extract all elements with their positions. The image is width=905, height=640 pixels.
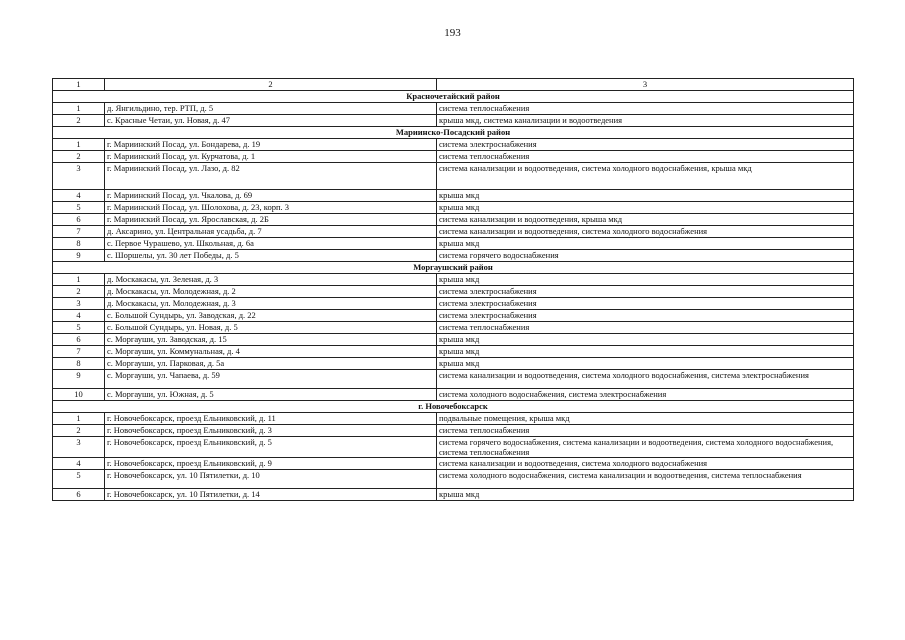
row-works: система электроснабжения (437, 139, 854, 151)
row-works: система канализации и водоотведения, система холодного водоснабжения, система электроснабжения (437, 370, 854, 389)
row-number: 8 (53, 238, 105, 250)
row-works: система теплоснабжения (437, 425, 854, 437)
table-row (53, 151, 854, 163)
housing-works-table (52, 78, 854, 501)
row-address: с. Моргауши, ул. Заводская, д. 15 (105, 334, 437, 346)
row-address: г. Мариинский Посад, ул. Шолохова, д. 23, корп. 3 (105, 202, 437, 214)
table-row (53, 458, 854, 470)
row-number: 8 (53, 358, 105, 370)
header-col-number: 1 (53, 79, 105, 91)
table-row (53, 489, 854, 501)
row-number: 4 (53, 190, 105, 202)
row-works: система теплоснабжения (437, 322, 854, 334)
row-number: 4 (53, 458, 105, 470)
table-row (53, 310, 854, 322)
row-number: 2 (53, 151, 105, 163)
row-address: г. Мариинский Посад, ул. Чкалова, д. 69 (105, 190, 437, 202)
region-heading-row (53, 127, 854, 139)
row-address: с. Большой Сундырь, ул. Заводская, д. 22 (105, 310, 437, 322)
region-title: г. Новочебоксарск (53, 401, 854, 413)
table-row (53, 298, 854, 310)
row-address: г. Мариинский Посад, ул. Лазо, д. 82 (105, 163, 437, 190)
row-number: 7 (53, 226, 105, 238)
row-works: система канализации и водоотведения, крыша мкд (437, 214, 854, 226)
row-number: 1 (53, 274, 105, 286)
row-address: с. Красные Четаи, ул. Новая, д. 47 (105, 115, 437, 127)
row-address: с. Моргауши, ул. Южная, д. 5 (105, 389, 437, 401)
table-row (53, 413, 854, 425)
page-number: 193 (444, 27, 461, 39)
table-row (53, 346, 854, 358)
table-row (53, 274, 854, 286)
row-works: система канализации и водоотведения, система холодного водоснабжения (437, 226, 854, 238)
table-row (53, 370, 854, 389)
table-row (53, 470, 854, 489)
row-address: г. Мариинский Посад, ул. Курчатова, д. 1 (105, 151, 437, 163)
row-works: крыша мкд (437, 346, 854, 358)
row-works: крыша мкд (437, 202, 854, 214)
table-row (53, 238, 854, 250)
row-works: система электроснабжения (437, 298, 854, 310)
region-heading-row (53, 262, 854, 274)
row-works: крыша мкд (437, 489, 854, 501)
row-works: система канализации и водоотведения, система холодного водоснабжения, крыша мкд (437, 163, 854, 190)
table-row (53, 358, 854, 370)
table-row (53, 226, 854, 238)
row-address: д. Москакасы, ул. Зеленая, д. 3 (105, 274, 437, 286)
row-works: крыша мкд, система канализации и водоотведения (437, 115, 854, 127)
row-number: 5 (53, 470, 105, 489)
row-number: 10 (53, 389, 105, 401)
header-col-works: 3 (437, 79, 854, 91)
row-address: д. Янгильдино, тер. РТП, д. 5 (105, 103, 437, 115)
table-row (53, 202, 854, 214)
table-row (53, 190, 854, 202)
table-row (53, 115, 854, 127)
row-number: 3 (53, 298, 105, 310)
row-number: 5 (53, 202, 105, 214)
table-row (53, 437, 854, 458)
row-address: г. Мариинский Посад, ул. Ярославская, д. 2Б (105, 214, 437, 226)
table-row (53, 139, 854, 151)
row-number: 6 (53, 489, 105, 501)
row-works: система холодного водоснабжения, система электроснабжения (437, 389, 854, 401)
row-number: 6 (53, 334, 105, 346)
table-header-row (53, 79, 854, 91)
row-works: система канализации и водоотведения, система холодного водоснабжения (437, 458, 854, 470)
row-number: 1 (53, 103, 105, 115)
table-row (53, 250, 854, 262)
row-address: г. Новочебоксарск, проезд Ельниковский, д. 3 (105, 425, 437, 437)
row-works: крыша мкд (437, 190, 854, 202)
row-address: д. Москакасы, ул. Молодежная, д. 2 (105, 286, 437, 298)
region-title: Моргаушский район (53, 262, 854, 274)
row-works: система теплоснабжения (437, 103, 854, 115)
row-works: крыша мкд (437, 334, 854, 346)
row-works: подвальные помещения, крыша мкд (437, 413, 854, 425)
row-address: г. Новочебоксарск, ул. 10 Пятилетки, д. 10 (105, 470, 437, 489)
row-address: д. Москакасы, ул. Молодежная, д. 3 (105, 298, 437, 310)
row-works: система горячего водоснабжения (437, 250, 854, 262)
table-row (53, 389, 854, 401)
region-heading-row (53, 401, 854, 413)
row-works: система теплоснабжения (437, 151, 854, 163)
row-address: г. Новочебоксарск, проезд Ельниковский, д. 9 (105, 458, 437, 470)
region-title: Красночетайский район (53, 91, 854, 103)
row-number: 2 (53, 425, 105, 437)
region-heading-row (53, 91, 854, 103)
row-number: 9 (53, 250, 105, 262)
row-number: 2 (53, 115, 105, 127)
table-row (53, 322, 854, 334)
row-address: с. Моргауши, ул. Коммунальная, д. 4 (105, 346, 437, 358)
row-number: 1 (53, 413, 105, 425)
row-works: крыша мкд (437, 238, 854, 250)
row-number: 9 (53, 370, 105, 389)
row-number: 7 (53, 346, 105, 358)
row-number: 6 (53, 214, 105, 226)
row-number: 5 (53, 322, 105, 334)
row-works: система холодного водоснабжения, система канализации и водоотведения, система теплоснабжения (437, 470, 854, 489)
table-row (53, 103, 854, 115)
header-col-address: 2 (105, 79, 437, 91)
row-address: с. Первое Чурашево, ул. Школьная, д. 6а (105, 238, 437, 250)
table-row (53, 214, 854, 226)
row-address: с. Моргауши, ул. Чапаева, д. 59 (105, 370, 437, 389)
table-row (53, 425, 854, 437)
row-address: г. Мариинский Посад, ул. Бондарева, д. 19 (105, 139, 437, 151)
row-address: с. Моргауши, ул. Парковая, д. 5а (105, 358, 437, 370)
row-works: система горячего водоснабжения, система канализации и водоотведения, система холодного водоснабжения, система теплоснабжения (437, 437, 854, 458)
row-address: д. Аксарино, ул. Центральная усадьба, д. 7 (105, 226, 437, 238)
row-address: г. Новочебоксарск, проезд Ельниковский, д. 5 (105, 437, 437, 458)
row-address: г. Новочебоксарск, ул. 10 Пятилетки, д. 14 (105, 489, 437, 501)
row-works: крыша мкд (437, 358, 854, 370)
row-address: г. Новочебоксарск, проезд Ельниковский, д. 11 (105, 413, 437, 425)
row-address: с. Большой Сундырь, ул. Новая, д. 5 (105, 322, 437, 334)
row-number: 4 (53, 310, 105, 322)
region-title: Мариинско-Посадский район (53, 127, 854, 139)
table-row (53, 334, 854, 346)
row-address: с. Шоршелы, ул. 30 лет Победы, д. 5 (105, 250, 437, 262)
row-number: 1 (53, 139, 105, 151)
row-works: система электроснабжения (437, 310, 854, 322)
row-number: 3 (53, 163, 105, 190)
row-works: система электроснабжения (437, 286, 854, 298)
row-number: 3 (53, 437, 105, 458)
table-row (53, 163, 854, 190)
row-number: 2 (53, 286, 105, 298)
table-row (53, 286, 854, 298)
row-works: крыша мкд (437, 274, 854, 286)
